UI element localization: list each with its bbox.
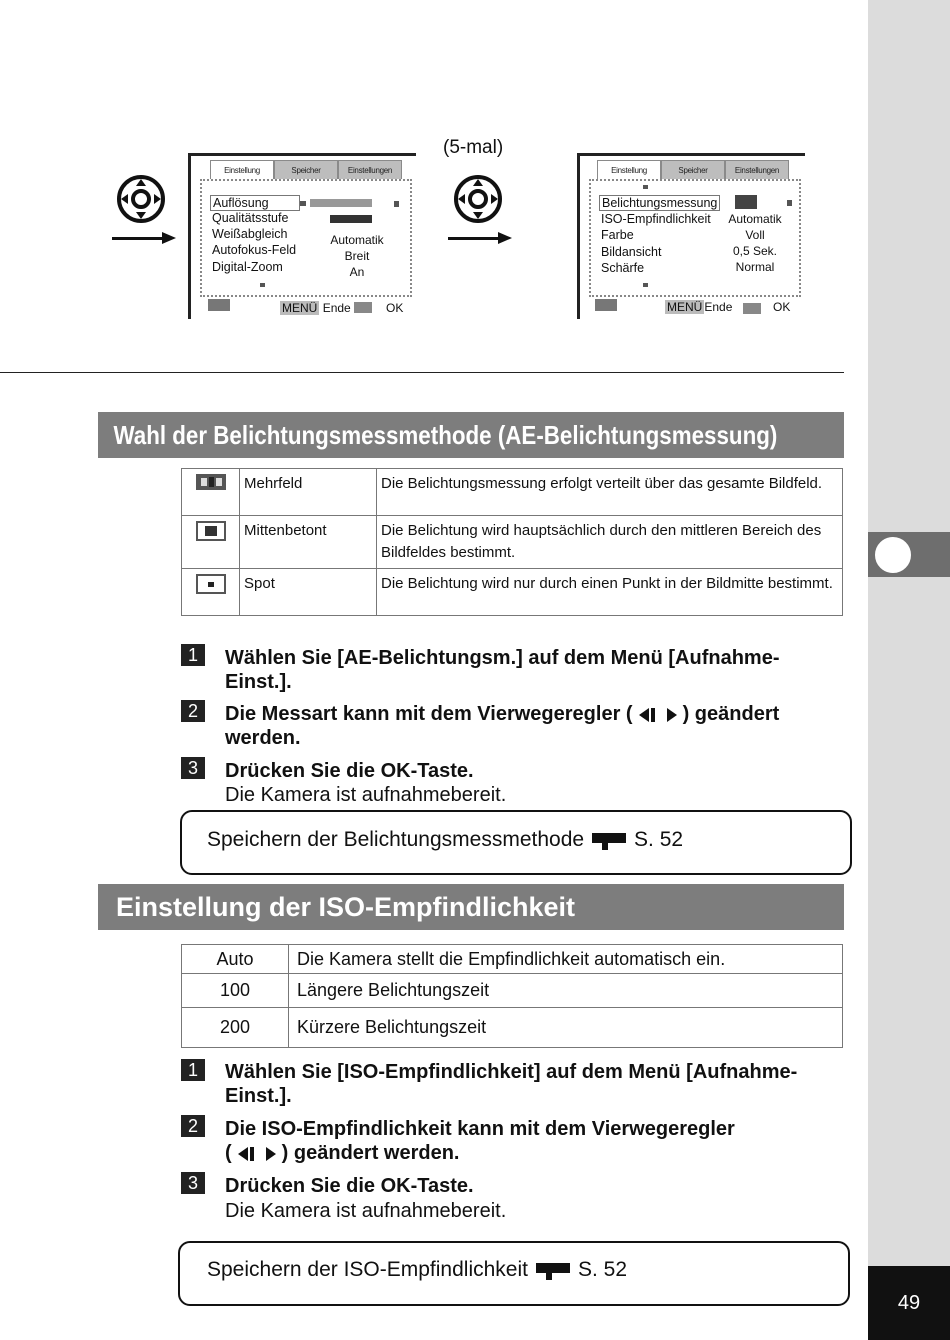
multi-segment-metering-icon xyxy=(735,195,757,209)
arrow-left-icon xyxy=(238,1147,248,1161)
metering-mode-desc: Die Belichtung wird nur durch einen Punkt in der Bildmitte bestimmt. xyxy=(377,569,843,616)
menu-screen-metering xyxy=(577,153,807,321)
tab-memory: Speicher xyxy=(274,160,338,180)
page-reference-icon xyxy=(592,833,626,843)
menu-item-metering: Belichtungsmessung xyxy=(599,195,720,211)
menu-item-white-balance: Weißabgleich xyxy=(212,227,288,241)
reference-box xyxy=(178,1241,850,1306)
metering-mode-name: Mehrfeld xyxy=(240,469,377,516)
step-instruction: Drücken Sie die OK-Taste. xyxy=(225,1175,474,1197)
menu-list xyxy=(200,179,412,297)
menu-item-iso: ISO-Empfindlichkeit xyxy=(601,212,711,226)
step-instruction: Wählen Sie [ISO-Empfindlichkeit] auf dem Menü [Aufnahme-Einst.]. xyxy=(225,1061,798,1107)
end-label: Ende xyxy=(704,300,733,314)
table-row xyxy=(182,1008,843,1048)
mode-icon xyxy=(208,299,230,311)
white-balance-value: Automatik xyxy=(330,233,384,247)
step-number: 3 xyxy=(181,1172,205,1194)
scroll-up-icon xyxy=(643,185,648,189)
sharpness-value: Normal xyxy=(735,260,775,274)
step-number: 3 xyxy=(181,757,205,779)
quality-stars-icon xyxy=(330,215,372,223)
resolution-value-icon xyxy=(310,199,372,207)
arrow-left-icon xyxy=(639,708,649,722)
divider xyxy=(0,372,844,373)
menu-footer xyxy=(665,300,732,314)
table-row xyxy=(182,974,843,1008)
menu-key: MENÜ xyxy=(282,301,318,315)
scroll-down-icon xyxy=(643,283,648,287)
table-row xyxy=(182,569,843,616)
ok-button-icon xyxy=(354,302,372,313)
menu-list xyxy=(589,179,801,297)
metering-mode-name: Spot xyxy=(240,569,377,616)
menu-item-sharpness: Schärfe xyxy=(601,261,645,275)
mode-icon xyxy=(595,299,617,311)
menu-key: MENÜ xyxy=(667,300,703,314)
iso-desc: Längere Belichtungszeit xyxy=(289,974,843,1008)
page-margin xyxy=(868,0,950,1340)
ok-label: OK xyxy=(386,301,404,315)
end-label: Ende xyxy=(322,301,351,315)
ok-button-icon xyxy=(743,303,761,314)
step-instruction: Wählen Sie [AE-Belichtungsm.] auf dem Menü [Aufnahme-Einst.]. xyxy=(225,647,780,693)
section-title: Einstellung der ISO-Empfindlichkeit xyxy=(116,891,576,922)
step-instruction: Die ISO-Empfindlichkeit kann mit dem Vierwegeregler ( ) geändert werden. xyxy=(225,1118,735,1164)
iso-value: 200 xyxy=(182,1008,289,1048)
metering-table xyxy=(181,468,843,616)
menu-item-resolution: Auflösung xyxy=(210,195,300,211)
iso-value: 100 xyxy=(182,974,289,1008)
reference-text: Speichern der ISO-Empfindlichkeit xyxy=(207,1258,528,1281)
color-value: Voll xyxy=(745,228,765,242)
step-number: 1 xyxy=(181,644,205,666)
step-number: 2 xyxy=(181,1115,205,1137)
repeat-label: (5-mal) xyxy=(443,137,504,158)
reference-page: S. 52 xyxy=(634,828,684,851)
step-number: 2 xyxy=(181,700,205,722)
metering-mode-desc: Die Belichtung wird hauptsächlich durch den mittleren Bereich des Bildfeldes bestimmt. xyxy=(377,516,843,569)
arrow-right-icon xyxy=(787,200,792,206)
reference-page: S. 52 xyxy=(577,1258,628,1281)
metering-mode-name: Mittenbetont xyxy=(240,516,377,569)
reference-text: Speichern der Belichtungsmessmethode xyxy=(207,828,585,851)
reference-box xyxy=(180,810,852,875)
multi-segment-metering-icon xyxy=(195,473,227,491)
step-result: Die Kamera ist aufnahmebereit. xyxy=(225,784,507,806)
arrow-left-icon xyxy=(300,201,306,206)
section-heading-iso xyxy=(98,884,844,930)
menu-item-color: Farbe xyxy=(601,228,634,242)
spot-metering-icon xyxy=(195,573,227,595)
scroll-down-icon xyxy=(260,283,265,287)
menu-item-quality: Qualitätsstufe xyxy=(212,211,289,225)
iso-desc: Die Kamera stellt die Empfindlichkeit automatisch ein. xyxy=(289,945,843,974)
af-area-value: Breit xyxy=(344,249,370,263)
arrow-right-icon xyxy=(448,232,512,244)
menu-footer xyxy=(280,301,351,315)
digital-zoom-value: An xyxy=(349,265,365,279)
menu-item-review: Bildansicht xyxy=(601,245,662,259)
page-number: 49 xyxy=(868,1266,950,1340)
iso-desc: Kürzere Belichtungszeit xyxy=(289,1008,843,1048)
center-weighted-metering-icon xyxy=(195,520,227,542)
table-row xyxy=(182,945,843,974)
menu-item-digital-zoom: Digital-Zoom xyxy=(212,260,283,274)
step-instruction: Drücken Sie die OK-Taste. xyxy=(225,760,474,782)
ok-label: OK xyxy=(773,300,791,314)
menu-screen-recording-settings xyxy=(188,153,418,321)
section-title: Wahl der Belichtungsmessmethode (AE-Belichtungsmessung) xyxy=(113,419,778,450)
page-reference-icon xyxy=(536,1263,570,1273)
tab-setup: Einstellungen xyxy=(338,160,402,180)
iso-value: Auto xyxy=(182,945,289,974)
four-way-controller-icon xyxy=(115,174,167,224)
section-heading-metering xyxy=(98,412,844,458)
iso-value: Automatik xyxy=(728,212,782,226)
iso-table xyxy=(181,944,843,1048)
tab-memory: Speicher xyxy=(661,160,725,180)
four-way-controller-icon xyxy=(452,174,504,224)
review-value: 0,5 Sek. xyxy=(732,244,778,258)
step-number: 1 xyxy=(181,1059,205,1081)
table-row xyxy=(182,469,843,516)
tab-setup: Einstellungen xyxy=(725,160,789,180)
step-instruction: Die Messart kann mit dem Vierwegeregler ( ) geändert werden. xyxy=(225,703,780,749)
menu-item-af-area: Autofokus-Feld xyxy=(212,243,297,257)
arrow-right-icon xyxy=(394,201,399,207)
arrow-right-icon xyxy=(667,708,677,722)
table-row xyxy=(182,516,843,569)
tab-recording-settings: Einstellung xyxy=(210,160,274,180)
step-result: Die Kamera ist aufnahmebereit. xyxy=(225,1200,507,1222)
chapter-circle-icon xyxy=(873,535,913,575)
arrow-right-icon xyxy=(112,232,176,244)
arrow-right-icon xyxy=(266,1147,276,1161)
metering-mode-desc: Die Belichtungsmessung erfolgt verteilt über das gesamte Bildfeld. xyxy=(377,469,843,516)
tab-recording-settings: Einstellung xyxy=(597,160,661,180)
